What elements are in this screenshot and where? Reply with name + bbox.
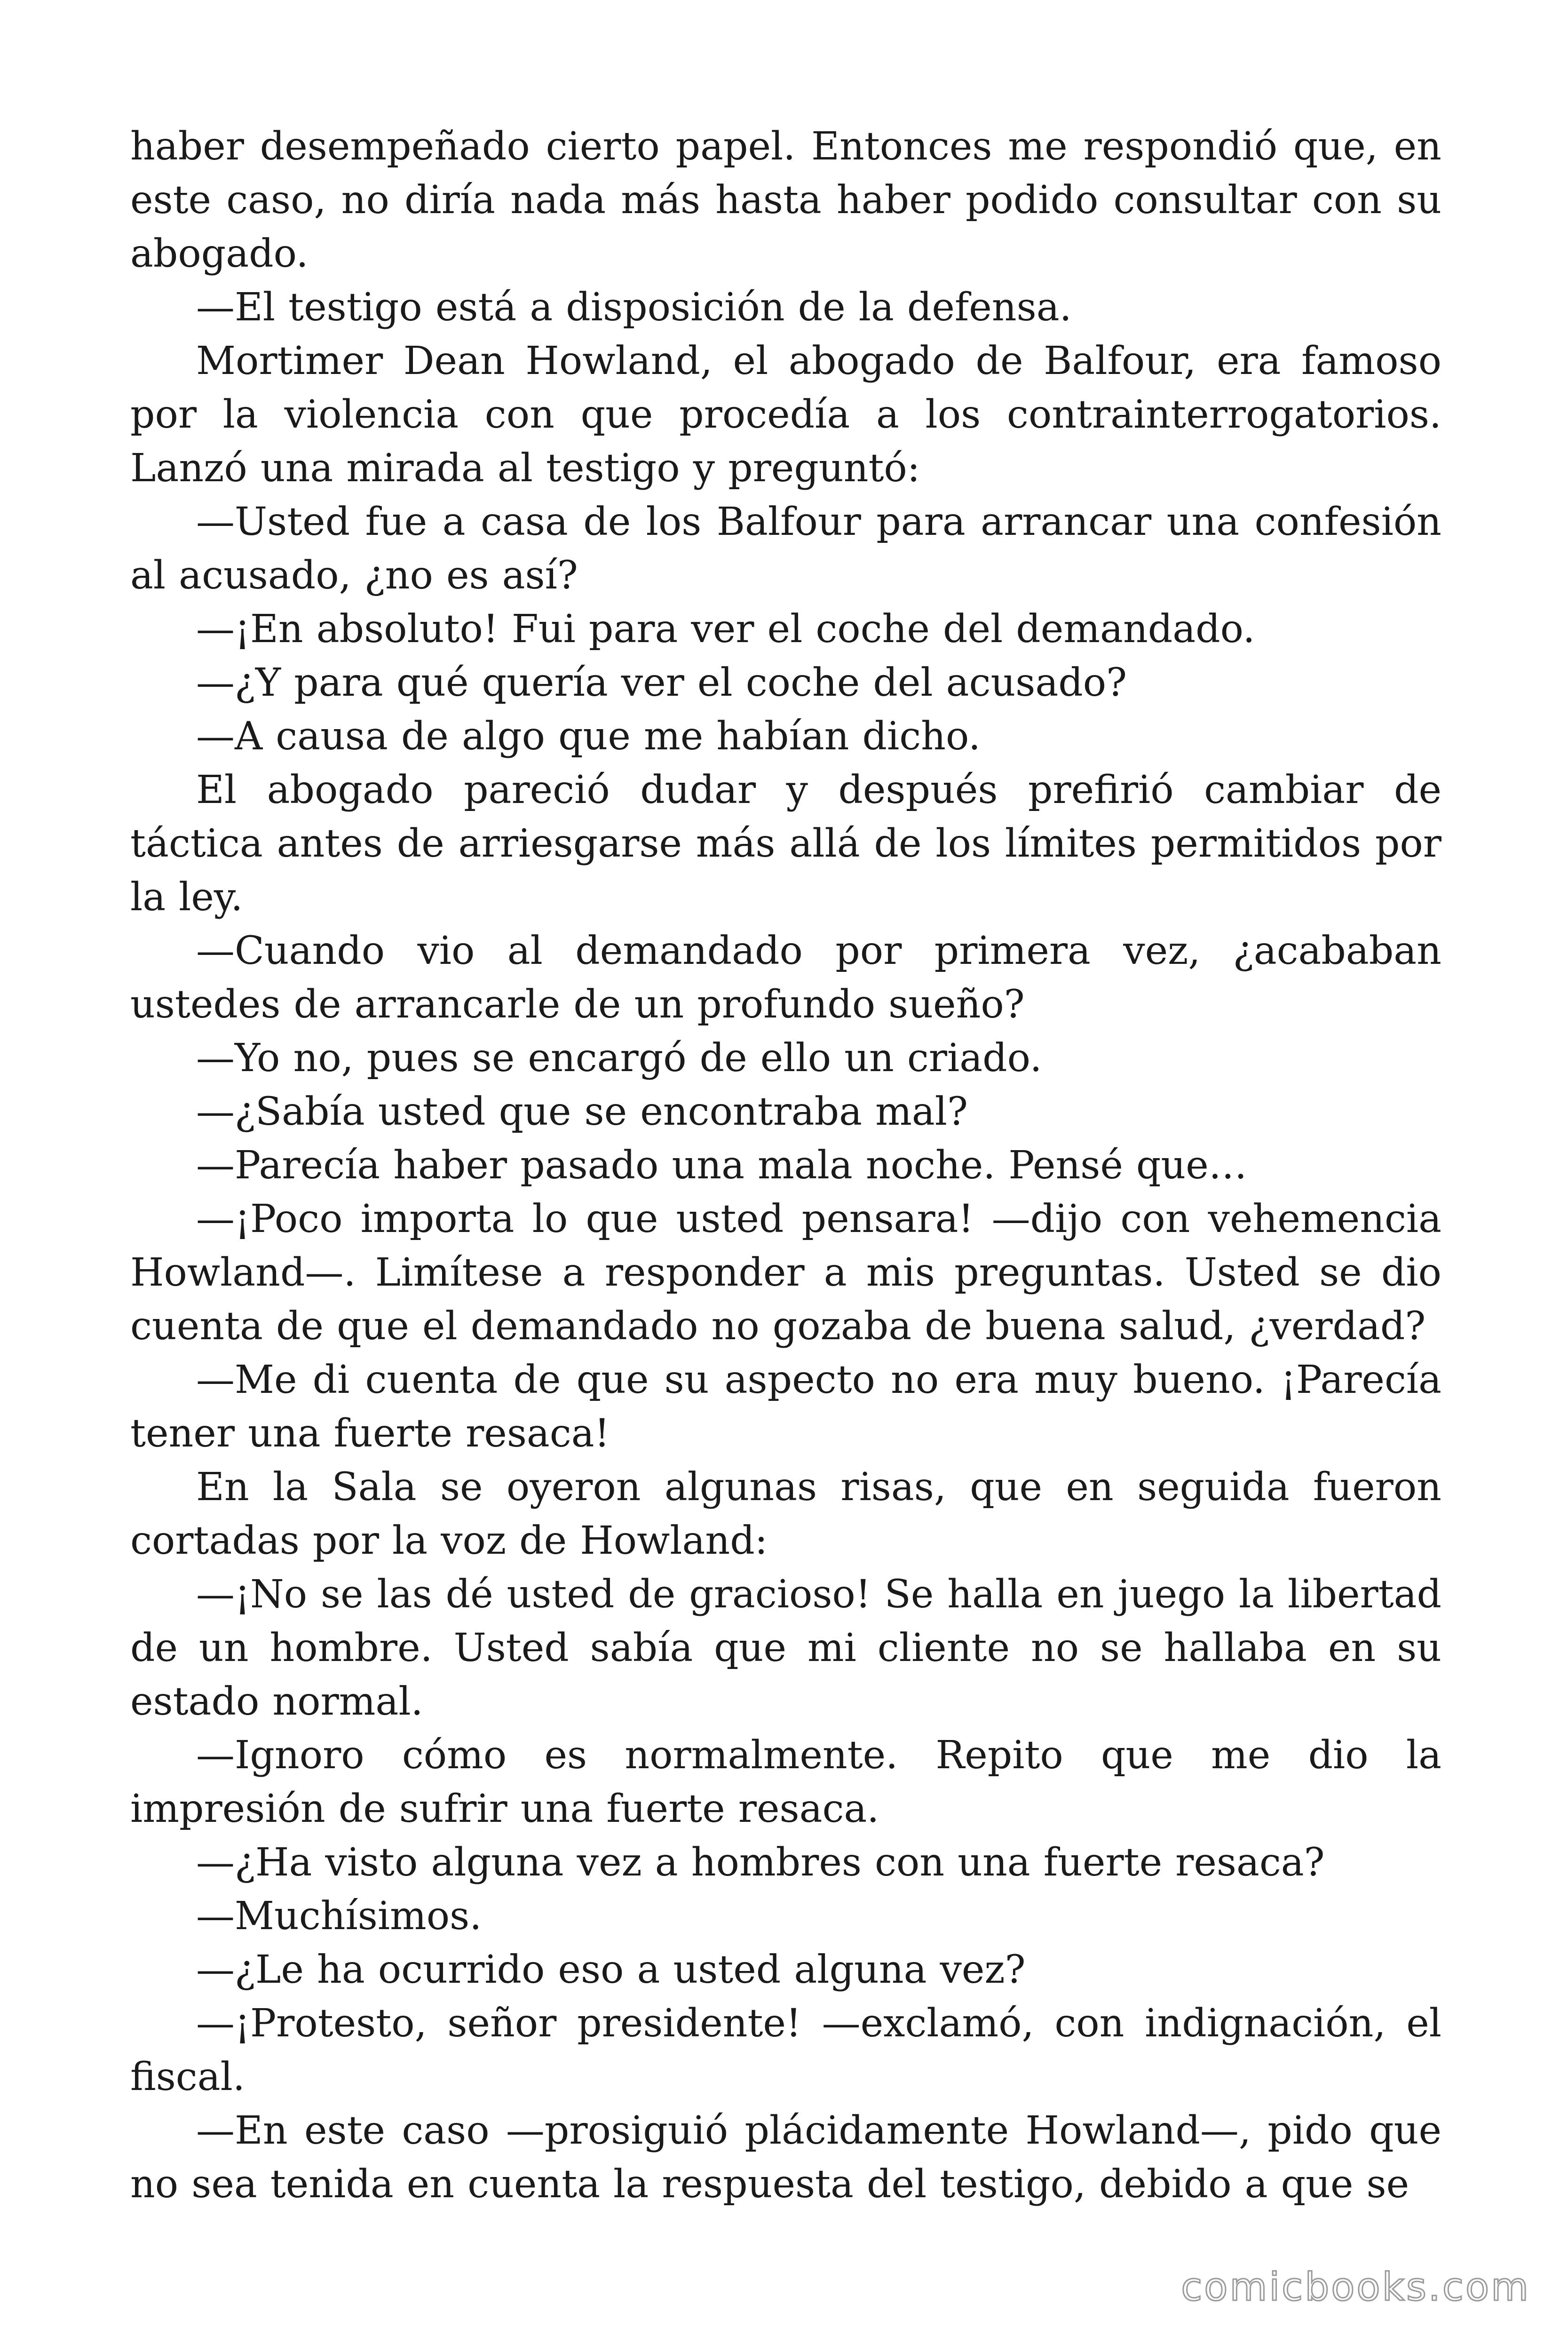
watermark-logo: comicbooks.com bbox=[1181, 2265, 1530, 2310]
paragraph: —Usted fue a casa de los Balfour para arrancar una confesión al acusado, ¿no es así? bbox=[130, 500, 1441, 598]
paragraph: —¿Sabía usted que se encontraba mal? bbox=[196, 1089, 968, 1134]
paragraph: —Me di cuenta de que su aspecto no era muy bueno. ¡Parecía tener una fuerte resaca! bbox=[130, 1358, 1441, 1456]
paragraph: —¿Y para qué quería ver el coche del acusado? bbox=[196, 660, 1127, 705]
paragraph: El abogado pareció dudar y después prefirió cambiar de táctica antes de arriesgarse más allá de los límites permitidos por la ley. bbox=[130, 768, 1441, 920]
paragraph: haber desempeñado cierto papel. Entonces me respondió que, en este caso, no diría nada más hasta haber podido consultar con su abogado. bbox=[130, 124, 1441, 276]
book-page-text bbox=[130, 120, 1441, 2237]
paragraph: —¿Ha visto alguna vez a hombres con una fuerte resaca? bbox=[196, 1840, 1325, 1885]
paragraph: —Muchísimos. bbox=[196, 1894, 482, 1939]
paragraph: Mortimer Dean Howland, el abogado de Balfour, era famoso por la violencia con que procedía a los contrainterrogatorios. Lanzó una mirada al testigo y preguntó: bbox=[130, 339, 1441, 491]
paragraph: —En este caso —prosiguió plácidamente Howland—, pido que no sea tenida en cuenta la respuesta del testigo, debido a que se bbox=[130, 2108, 1441, 2207]
paragraph: —El testigo está a disposición de la defensa. bbox=[196, 285, 1072, 330]
paragraph: —Cuando vio al demandado por primera vez, ¿acababan ustedes de arrancarle de un profundo sueño? bbox=[130, 929, 1441, 1027]
paragraph: —¡Poco importa lo que usted pensara! —dijo con vehemencia Howland—. Limítese a responder a mis preguntas. Usted se dio cuenta de que el demandado no gozaba de buena salud, ¿verdad? bbox=[130, 1197, 1441, 1349]
paragraph: —Parecía haber pasado una mala noche. Pensé que… bbox=[196, 1143, 1247, 1188]
paragraph: —Yo no, pues se encargó de ello un criado. bbox=[196, 1036, 1042, 1081]
paragraph: —Ignoro cómo es normalmente. Repito que me dio la impresión de sufrir una fuerte resaca. bbox=[130, 1733, 1441, 1831]
paragraph: —¡No se las dé usted de gracioso! Se halla en juego la libertad de un hombre. Usted sabía que mi cliente no se hallaba en su estado normal. bbox=[130, 1572, 1441, 1724]
paragraph: —A causa de algo que me habían dicho. bbox=[196, 714, 981, 759]
paragraph: —¿Le ha ocurrido eso a usted alguna vez? bbox=[196, 1947, 1026, 1992]
paragraph: En la Sala se oyeron algunas risas, que en seguida fueron cortadas por la voz de Howland: bbox=[130, 1465, 1441, 1563]
paragraph: —¡En absoluto! Fui para ver el coche del demandado. bbox=[196, 607, 1255, 652]
paragraph: —¡Protesto, señor presidente! —exclamó, con indignación, el fiscal. bbox=[130, 2001, 1441, 2099]
